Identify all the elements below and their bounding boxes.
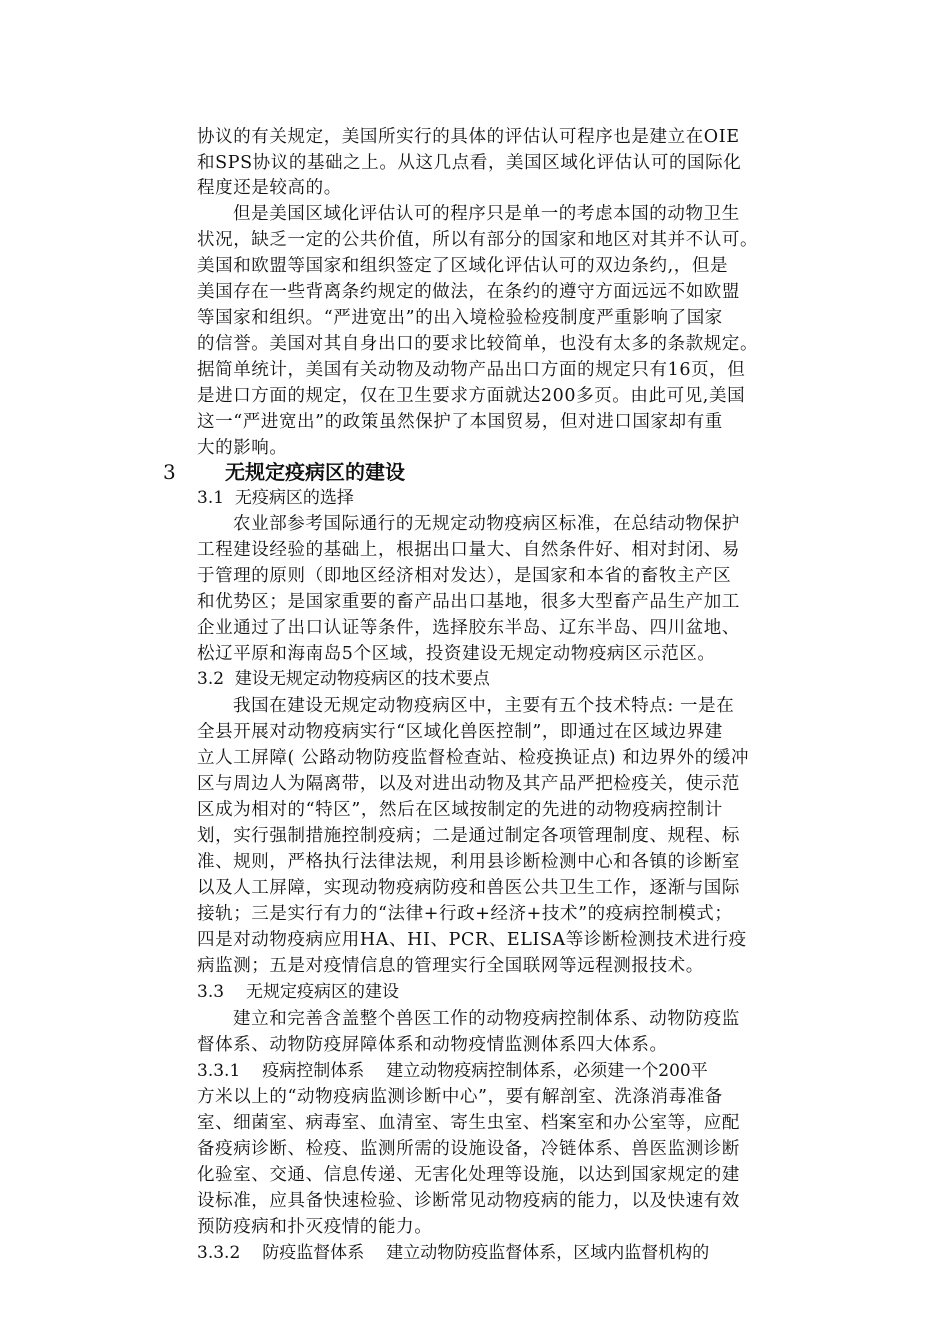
subsection-lead-text: 建立动物防疫监督体系，区域内监督机构的	[386, 1243, 710, 1263]
section-heading	[163, 458, 405, 486]
text-line: 农业部参考国际通行的无规定动物疫病区标准，在总结动物保护	[233, 514, 740, 534]
text-line: 方米以上的“动物疫病监测诊断中心”，要有解剖室、洗涤消毒准备	[197, 1087, 723, 1107]
text-line: 区与周边人为隔离带，以及对进出动物及其产品严把检疫关，使示范	[197, 774, 740, 794]
text-line: 划，实行强制措施控制疫病；二是通过制定各项管理制度、规程、标	[197, 826, 740, 846]
subsection-number: 3.1	[197, 488, 225, 508]
subsection-lead-text: 建立动物疫病控制体系，必须建一个200平	[386, 1061, 708, 1081]
text-line: 是进口方面的规定，仅在卫生要求方面就达200多页。由此可见,美国	[197, 386, 746, 406]
subsection-heading	[197, 1240, 709, 1266]
text-line: 大的影响。	[197, 438, 288, 458]
subsection-title: 建设无规定动物疫病区的技术要点	[234, 669, 490, 689]
text-line: 四是对动物疫病应用HA、HI、PCR、ELISA等诊断检测技术进行疫	[197, 930, 747, 950]
text-line: 的信誉。美国对其自身出口的要求比较简单，也没有太多的条款规定。	[197, 334, 759, 354]
text-line: 美国和欧盟等国家和组织签定了区域化评估认可的双边条约,，但是	[197, 256, 729, 276]
subsection-heading	[197, 979, 399, 1005]
text-line: 但是美国区域化评估认可的程序只是单一的考虑本国的动物卫生	[233, 204, 740, 224]
subsection-number: 3.3	[197, 982, 225, 1002]
text-line: 预防疫病和扑灭疫情的能力。	[197, 1217, 433, 1237]
text-line: 松辽平原和海南岛5个区域，投资建设无规定动物疫病区示范区。	[197, 644, 716, 664]
text-line: 以及人工屏障，实现动物疫病防疫和兽医公共卫生工作，逐渐与国际	[197, 878, 740, 898]
text-line: 等国家和组织。“严进宽出”的出入境检验检疫制度严重影响了国家	[197, 308, 723, 328]
subsection-title: 防疫监督体系	[262, 1243, 365, 1263]
subsection-title: 无规定疫病区的建设	[246, 982, 400, 1002]
section-title: 无规定疫病区的建设	[225, 460, 405, 484]
subsection-heading	[197, 1058, 708, 1084]
text-line: 工程建设经验的基础上，根据出口量大、自然条件好、相对封闭、易	[197, 540, 740, 560]
text-line: 立人工屏障( 公路动物防疫监督检查站、检疫换证点) 和边界外的缓冲	[197, 748, 750, 768]
text-line: 备疫病诊断、检疫、监测所需的设施设备，冷链体系、兽医监测诊断	[197, 1139, 740, 1159]
text-line: 企业通过了出口认证等条件，选择胶东半岛、辽东半岛、四川盆地、	[197, 618, 740, 638]
text-line: 准、规则，严格执行法律法规，利用县诊断检测中心和各镇的诊断室	[197, 852, 740, 872]
text-line: 和SPS协议的基础之上。从这几点看，美国区域化评估认可的国际化	[197, 153, 742, 173]
text-line: 这一“严进宽出”的政策虽然保护了本国贸易，但对进口国家却有重	[197, 412, 723, 432]
subsection-number: 3.3.1	[197, 1061, 241, 1081]
section-number: 3	[163, 460, 176, 484]
text-line: 于管理的原则（即地区经济相对发达），是国家和本省的畜牧主产区	[197, 566, 732, 586]
text-line: 建立和完善含盖整个兽医工作的动物疫病控制体系、动物防疫监	[233, 1009, 740, 1029]
text-line: 协议的有关规定，美国所实行的具体的评估认可程序也是建立在OIE	[197, 127, 740, 147]
text-line: 据简单统计，美国有关动物及动物产品出口方面的规定只有16页，但	[197, 360, 746, 380]
text-line: 接轨；三是实行有力的“法律+行政+经济+技术”的疫病控制模式；	[197, 904, 733, 924]
text-line: 化验室、交通、信息传递、无害化处理等设施，以达到国家规定的建	[197, 1165, 740, 1185]
subsection-number: 3.3.2	[197, 1243, 241, 1263]
subsection-title: 疫病控制体系	[262, 1061, 365, 1081]
text-line: 程度还是较高的。	[197, 178, 342, 198]
text-line: 区成为相对的“特区”，然后在区域按制定的先进的动物疫病控制计	[197, 800, 723, 820]
text-line: 病监测；五是对疫情信息的管理实行全国联网等远程测报技术。	[197, 956, 704, 976]
text-line: 设标准，应具备快速检验、诊断常见动物疫病的能力，以及快速有效	[197, 1191, 740, 1211]
subsection-number: 3.2	[197, 669, 225, 689]
text-line: 室、细菌室、病毒室、血清室、寄生虫室、档案室和办公室等，应配	[197, 1113, 740, 1133]
text-line: 督体系、动物防疫屏障体系和动物疫情监测体系四大体系。	[197, 1035, 668, 1055]
text-line: 状况，缺乏一定的公共价值，所以有部分的国家和地区对其并不认可。	[197, 230, 759, 250]
subsection-title: 无疫病区的选择	[234, 488, 354, 508]
text-line: 美国存在一些背离条约规定的做法，在条约的遵守方面远远不如欧盟	[197, 282, 740, 302]
subsection-heading	[197, 666, 490, 692]
subsection-heading	[197, 485, 354, 511]
text-line: 全县开展对动物疫病实行“区域化兽医控制”，即通过在区域边界建	[197, 722, 723, 742]
text-line: 和优势区；是国家重要的畜产品出口基地，很多大型畜产品生产加工	[197, 592, 740, 612]
text-line: 我国在建设无规定动物疫病区中，主要有五个技术特点: 一是在	[233, 696, 735, 716]
